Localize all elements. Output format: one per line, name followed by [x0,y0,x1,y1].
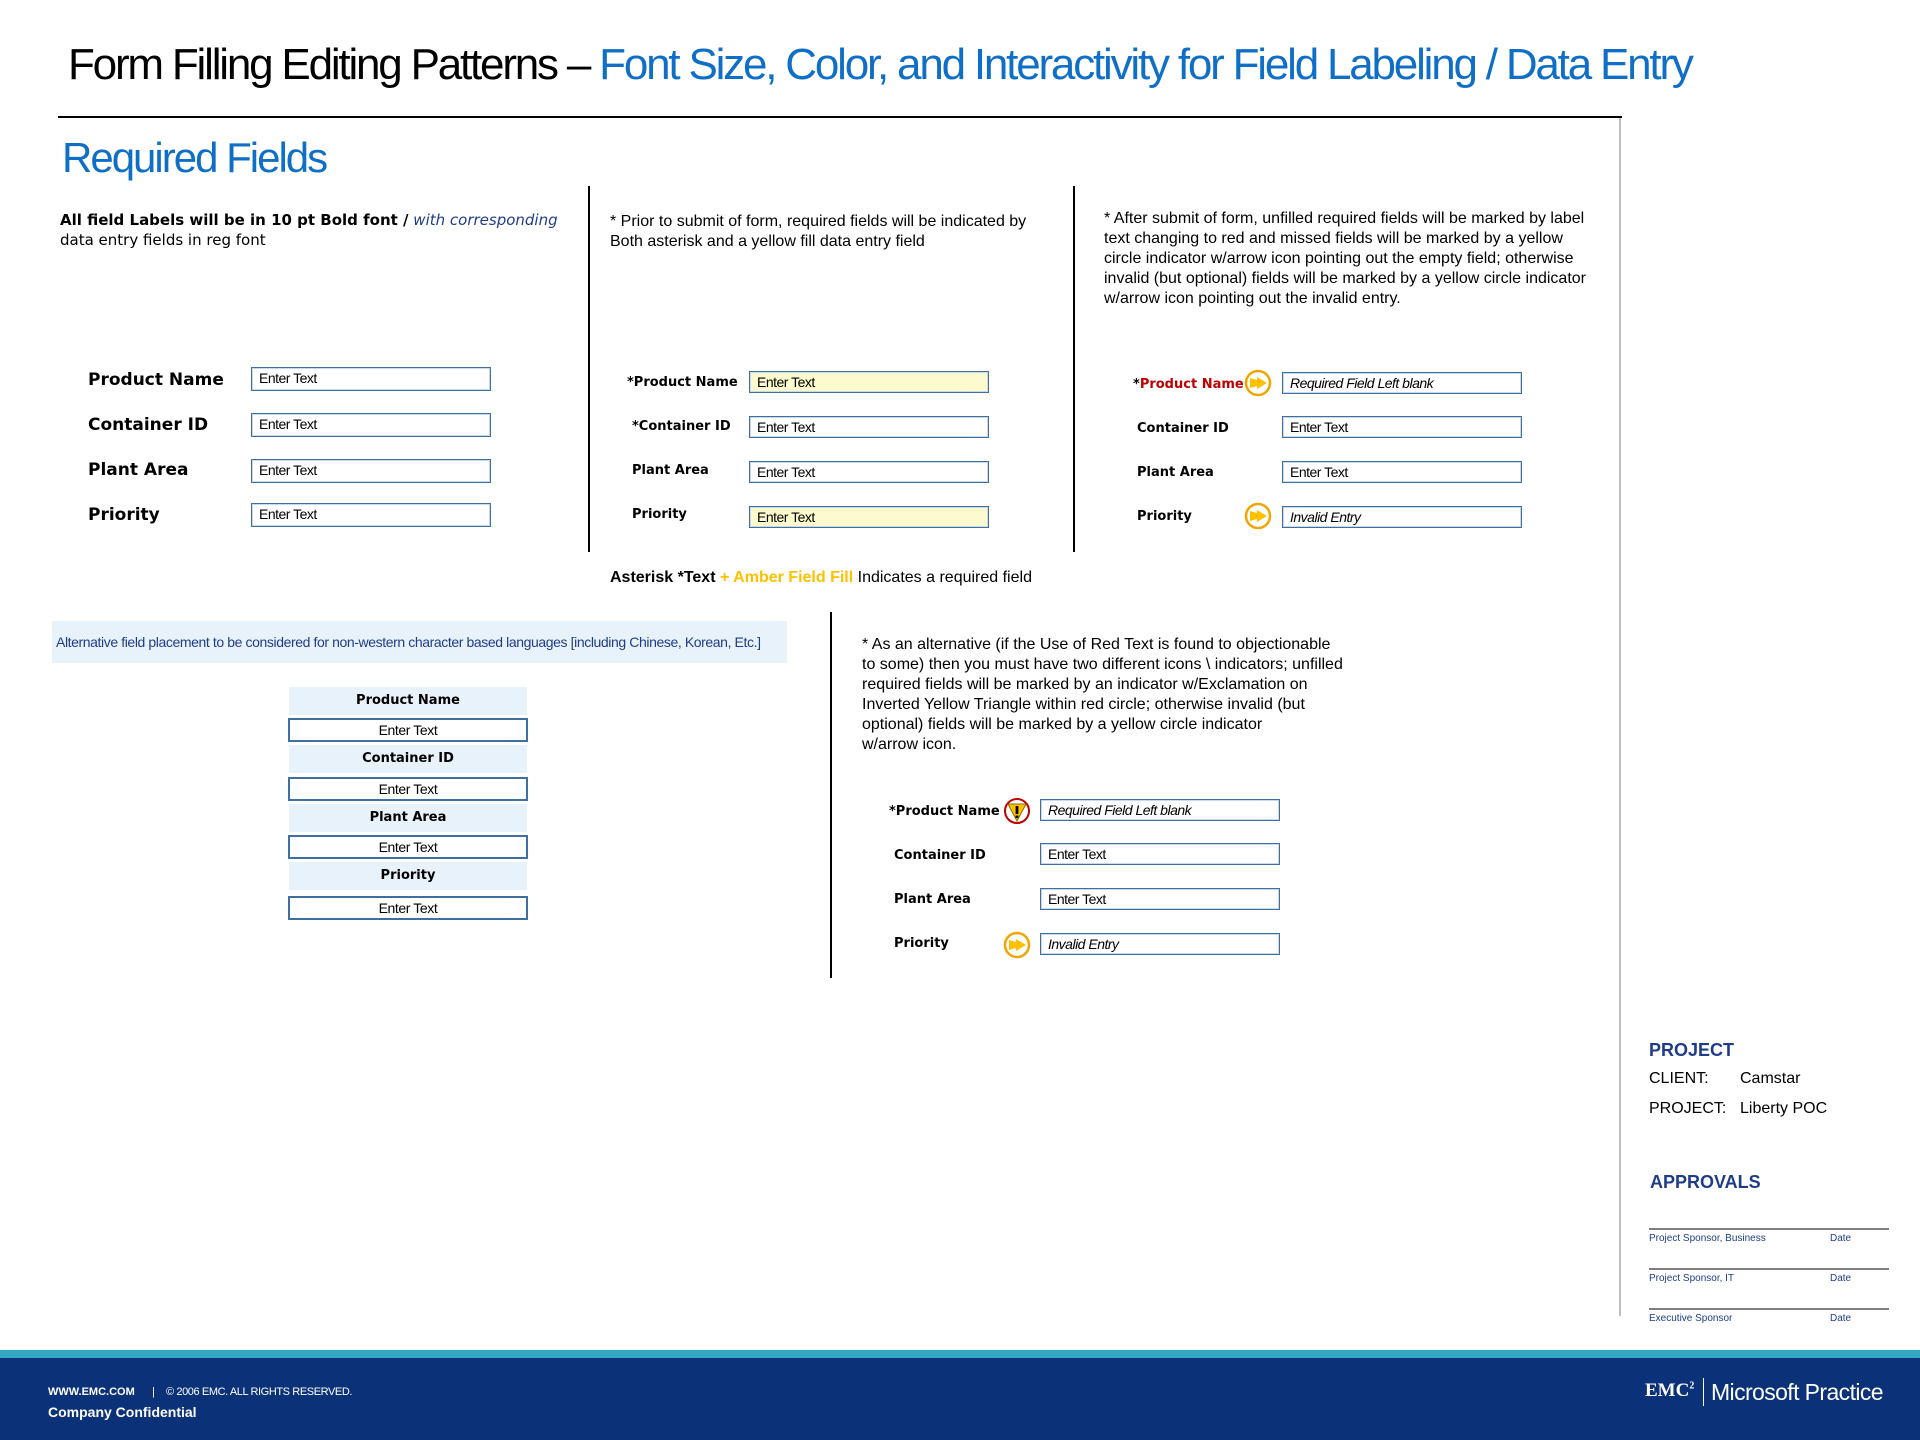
col3-label-plant-area: Plant Area [1137,465,1214,480]
approval-role: Project Sponsor, Business [1649,1233,1766,1244]
col1-label-container-id: Container ID [88,415,209,435]
alt-label-plant-area: Plant Area [289,804,527,832]
col1-product-name-input[interactable]: Enter Text [251,367,491,391]
col4-note-line: Inverted Yellow Triangle within red circle; otherwise invalid (but [862,696,1305,713]
col3-container-id-input[interactable]: Enter Text [1282,416,1522,438]
column-divider-1 [588,186,590,552]
col1-note-italic: with corresponding [413,211,558,229]
page-title [68,40,1692,90]
alt-container-id-input[interactable]: Enter Text [288,777,528,801]
emc-logo-text: EMC [1645,1380,1690,1401]
col3-label-priority: Priority [1137,509,1192,524]
col2-label-priority: Priority [632,507,687,522]
col2-label-product-name: *Product Name [627,375,738,390]
required-legend [610,569,1032,587]
approval-signature-line [1649,1268,1889,1270]
col4-plant-area-input[interactable]: Enter Text [1040,888,1280,910]
col4-note-line: required fields will be marked by an indicator w/Exclamation on [862,676,1308,693]
legend-asterisk-text: Asterisk *Text [610,569,716,586]
exclamation-warning-icon [1003,797,1031,825]
approval-date: Date [1830,1273,1852,1284]
col3-product-name-input[interactable]: Required Field Left blank [1282,372,1522,394]
col1-note-bold: All field Labels will be in 10 pt Bold font / [60,211,409,229]
approval-date: Date [1830,1313,1852,1324]
alt-label-container-id: Container ID [289,745,527,773]
footer-separator: | [152,1386,155,1398]
page-title-sub: Font Size, Color, and Interactivity for Field Labeling / Data Entry [599,40,1692,89]
alt-priority-input[interactable]: Enter Text [288,896,528,920]
col4-label-plant-area: Plant Area [894,892,971,907]
alt-plant-area-input[interactable]: Enter Text [288,835,528,859]
footer [0,1358,1920,1440]
footer-confidential: Company Confidential [48,1404,197,1420]
col4-note-line: * As an alternative (if the Use of Red Text is found to objectionable [862,636,1331,653]
arrow-right-icon [1244,502,1272,530]
col2-note-line1: * Prior to submit of form, required fields will be indicated by [610,213,1027,230]
client-key: CLIENT: [1649,1070,1709,1087]
col4-container-id-input[interactable]: Enter Text [1040,843,1280,865]
emc-logo [1645,1380,1694,1402]
col3-note-line: circle indicator w/arrow icon pointing out the empty field; otherwise [1104,250,1574,267]
column-divider-2 [1073,186,1075,552]
col1-priority-input[interactable]: Enter Text [251,503,491,527]
col1-note [60,210,580,250]
col4-label-product-name: *Product Name [889,804,1000,819]
col1-note-rest: data entry fields in reg font [60,231,266,249]
col4-priority-input[interactable]: Invalid Entry [1040,933,1280,955]
col2-product-name-input[interactable]: Enter Text [749,371,989,393]
col4-label-priority: Priority [894,936,949,951]
approval-role: Executive Sponsor [1649,1313,1733,1324]
col3-note-line: text changing to red and missed fields will be marked by a yellow [1104,230,1563,247]
approval-role: Project Sponsor, IT [1649,1273,1735,1284]
microsoft-practice-logo: Microsoft Practice [1711,1379,1883,1405]
col1-label-plant-area: Plant Area [88,460,189,480]
legend-amber-fill: + Amber Field Fill [715,569,854,586]
emc-logo-sup: 2 [1689,1380,1695,1392]
col1-label-priority: Priority [88,505,160,525]
col3-note-line: w/arrow icon pointing out the invalid entry. [1104,290,1401,307]
project-heading: PROJECT [1649,1040,1735,1060]
alt-label-priority: Priority [289,862,527,890]
col2-note-line2: Both asterisk and a yellow fill data entry field [610,233,925,250]
arrow-right-icon [1244,369,1272,397]
col2-priority-input[interactable]: Enter Text [749,506,989,528]
col3-priority-input[interactable]: Invalid Entry [1282,506,1522,528]
col4-label-container-id: Container ID [894,848,986,863]
section-title: Required Fields [62,134,327,181]
alt-label-product-name: Product Name [289,687,527,715]
col2-label-container-id: *Container ID [632,419,731,434]
client-value: Camstar [1740,1070,1801,1087]
col2-note [610,212,1070,252]
col1-container-id-input[interactable]: Enter Text [251,413,491,437]
alternative-placement-note: Alternative field placement to be considered for non-western character based languages [including Chinese, Korean, Etc.] [52,621,787,663]
logo-divider [1703,1378,1704,1406]
alt-product-name-input[interactable]: Enter Text [288,718,528,742]
approvals-heading: APPROVALS [1650,1172,1761,1192]
col3-note [1104,209,1624,309]
col3-note-line: * After submit of form, unfilled required fields will be marked by label [1104,210,1585,227]
col2-label-plant-area: Plant Area [632,463,709,478]
column-divider-3 [830,612,832,978]
col1-plant-area-input[interactable]: Enter Text [251,459,491,483]
footer-rights: © 2006 EMC. ALL RIGHTS RESERVED. [166,1386,353,1398]
arrow-right-icon [1003,931,1031,959]
col4-note-line: optional) fields will be marked by a yellow circle indicator [862,716,1263,733]
col4-note [862,635,1382,755]
project-value: Liberty POC [1740,1100,1828,1117]
col3-plant-area-input[interactable]: Enter Text [1282,461,1522,483]
col3-asterisk: * [1133,377,1140,392]
col4-note-line: w/arrow icon. [862,736,957,753]
col1-label-product-name: Product Name [88,370,224,390]
col4-note-line: to some) then you must have two different icons \ indicators; unfilled [862,656,1343,673]
footer-accent-band [0,1350,1920,1358]
col3-label-product-name-text: Product Name [1139,377,1244,392]
title-divider [58,116,1622,118]
legend-description: Indicates a required field [853,569,1032,586]
approval-date: Date [1830,1233,1852,1244]
approval-signature-line [1649,1308,1889,1310]
col3-label-container-id: Container ID [1137,421,1229,436]
approval-signature-line [1649,1228,1889,1230]
col3-note-line: invalid (but optional) fields will be marked by a yellow circle indicator [1104,270,1586,287]
col3-label-product-name [1133,377,1244,392]
col2-container-id-input[interactable]: Enter Text [749,416,989,438]
col4-product-name-input[interactable]: Required Field Left blank [1040,799,1280,821]
page-title-main: Form Filling Editing Patterns – [68,40,600,89]
col2-plant-area-input[interactable]: Enter Text [749,461,989,483]
project-key: PROJECT: [1649,1100,1727,1117]
footer-site-link[interactable]: WWW.EMC.COM [48,1386,135,1398]
